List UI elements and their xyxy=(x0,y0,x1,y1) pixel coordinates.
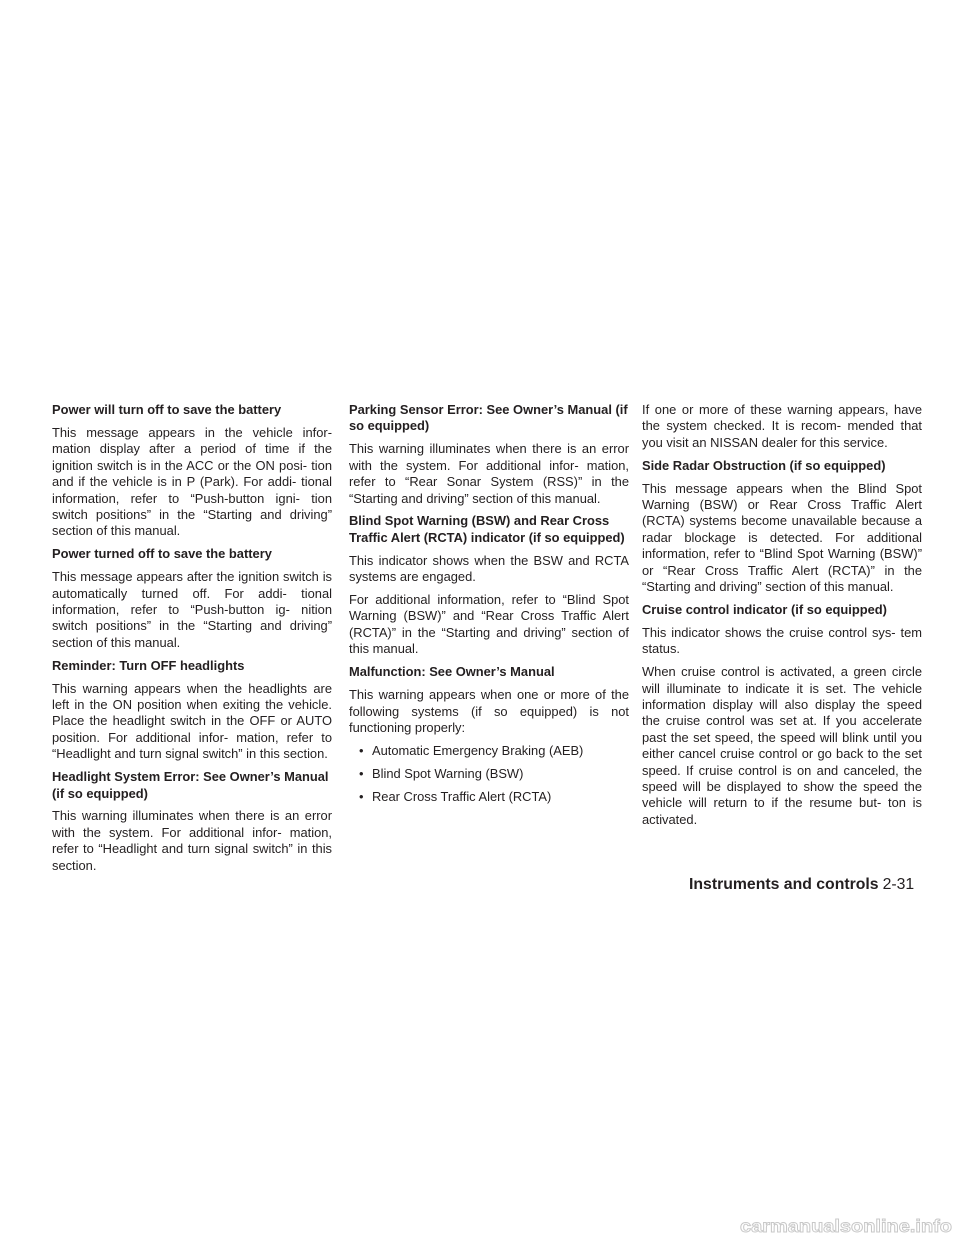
body-paragraph: If one or more of these warning appears, have the system checked. It is recom- mended that you visit an NISSAN dealer for this service. xyxy=(642,402,922,450)
bullet-text: Rear Cross Traffic Alert (RCTA) xyxy=(372,788,552,804)
footer-section-title: Instruments and controls xyxy=(689,876,879,893)
section-heading: Power turned off to save the battery xyxy=(52,546,272,562)
body-paragraph: This message appears in the vehicle infor- mation display after a period of time if the ignition switch is in the ACC or the ON posi- tion and if the vehicle is in P (Park). For addi- tional information, refer to “Push-button igni- tion switch positions” in the “Starting and driving” section of this manual. xyxy=(52,424,332,539)
body-paragraph: When cruise control is activated, a green circle will illuminate to indicate it is set. The vehicle information display will also display the speed the cruise control was set at. If you accelerate past the set speed, the speed will blink until you either cancel cruise control or go back to the set speed. If cruise control is on and canceled, the speed will be displayed to show the speed the vehicle will return to if the resume but- ton is activated. xyxy=(642,664,922,827)
section-heading: Side Radar Obstruction (if so equipped) xyxy=(642,457,886,473)
section-heading: Parking Sensor Error: See Owner’s Manual (if so equipped) xyxy=(349,402,628,434)
bullet-list-item xyxy=(359,743,629,759)
section-heading: Malfunction: See Owner’s Manual xyxy=(349,664,555,680)
body-paragraph: This warning appears when one or more of the following systems (if so equipped) is not functioning properly: xyxy=(349,687,629,735)
text-column-1 xyxy=(52,402,332,881)
section-heading: Reminder: Turn OFF headlights xyxy=(52,657,245,673)
section-heading: Blind Spot Warning (BSW) and Rear Cross Traffic Alert (RCTA) indicator (if so equipped) xyxy=(349,513,625,545)
section-heading: Cruise control indicator (if so equipped) xyxy=(642,601,887,617)
section-heading: Power will turn off to save the battery xyxy=(52,402,282,417)
bullet-text: Blind Spot Warning (BSW) xyxy=(372,765,524,781)
bullet-text: Automatic Emergency Braking (AEB) xyxy=(372,742,584,758)
body-paragraph: This indicator shows the cruise control sys- tem status. xyxy=(642,624,922,657)
body-paragraph: This indicator shows when the BSW and RCTA systems are engaged. xyxy=(349,552,629,585)
bullet-icon: • xyxy=(359,788,364,804)
bullet-list-item xyxy=(359,766,629,782)
bullet-list xyxy=(349,743,629,805)
bullet-icon: • xyxy=(359,742,364,758)
footer-page-number: 2-31 xyxy=(882,876,915,893)
page-footer xyxy=(689,876,929,894)
watermark-text: carmanualsonline.info xyxy=(740,1216,952,1236)
body-paragraph: For additional information, refer to “Blind Spot Warning (BSW)” and “Rear Cross Traffic Alert (RCTA)” in the “Starting and driving” section of this manual. xyxy=(349,592,629,657)
bullet-icon: • xyxy=(359,765,364,781)
text-column-2 xyxy=(349,402,629,812)
body-paragraph: This warning illuminates when there is an error with the system. For additional infor- mation, refer to “Rear Sonar System (RSS)” in the “Starting and driving” section of this manual. xyxy=(349,441,629,506)
body-paragraph: This message appears after the ignition switch is automatically turned off. For addi- tional information, refer to “Push-button ig- nition switch positions” in the “Starting and driving” section of this manual. xyxy=(52,569,332,650)
watermark-logo xyxy=(740,1215,954,1237)
text-column-3 xyxy=(642,402,922,835)
section-heading: Headlight System Error: See Owner’s Manual (if so equipped) xyxy=(52,769,329,801)
body-paragraph: This warning appears when the headlights are left in the ON position when exiting the vehicle. Place the headlight switch in the OFF or AUTO position. For additional infor- mation, refer to “Headlight and turn signal switch” in this section. xyxy=(52,680,332,762)
body-paragraph: This warning illuminates when there is an error with the system. For additional infor- mation, refer to “Headlight and turn signal switch” in this section. xyxy=(52,808,332,873)
body-paragraph: This message appears when the Blind Spot Warning (BSW) or Rear Cross Traffic Alert (RCTA) systems become unavailable because a radar blockage is detected. For additional information, refer to “Blind Spot Warning (BSW)” or “Rear Cross Traffic Alert (RCTA)” in the “Starting and driving” section of this manual. xyxy=(642,480,922,595)
bullet-list-item xyxy=(359,789,629,805)
